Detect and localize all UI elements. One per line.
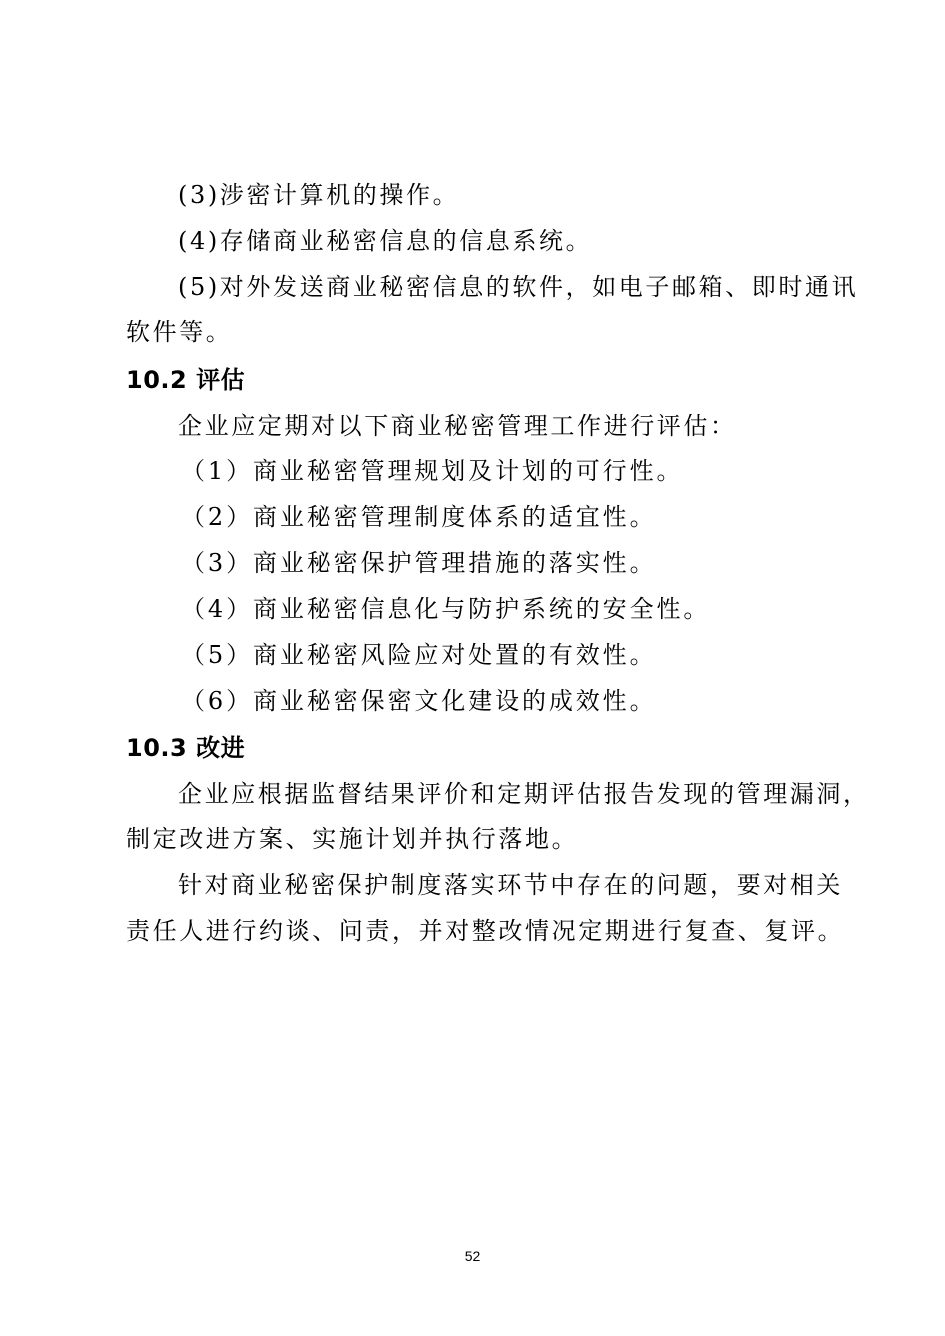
evaluation-item-2: （2）商业秘密管理制度体系的适宜性。 bbox=[181, 503, 657, 531]
section-heading-10-2: 10.2 评估 bbox=[126, 366, 246, 394]
evaluation-item-1: （1）商业秘密管理规划及计划的可行性。 bbox=[181, 457, 684, 485]
improvement-paragraph-1-line-1: 企业应根据监督结果评价和定期评估报告发现的管理漏洞， bbox=[178, 780, 870, 808]
page-number: 52 bbox=[464, 1248, 481, 1264]
section-10-2-intro: 企业应定期对以下商业秘密管理工作进行评估： bbox=[178, 412, 737, 440]
list-item-4: (4)存储商业秘密信息的信息系统。 bbox=[178, 227, 593, 255]
improvement-paragraph-2-line-2: 责任人进行约谈、问责，并对整改情况定期进行复查、复评。 bbox=[126, 917, 845, 945]
improvement-paragraph-2-line-1: 针对商业秘密保护制度落实环节中存在的问题，要对相关 bbox=[178, 871, 843, 899]
list-item-3: (3)涉密计算机的操作。 bbox=[178, 181, 460, 209]
section-heading-10-3: 10.3 改进 bbox=[126, 734, 246, 762]
list-item-5: (5)对外发送商业秘密信息的软件，如电子邮箱、即时通讯 bbox=[178, 273, 859, 301]
list-item-5-continuation: 软件等。 bbox=[126, 318, 233, 346]
improvement-paragraph-1-line-2: 制定改进方案、实施计划并执行落地。 bbox=[126, 825, 579, 853]
evaluation-item-5: （5）商业秘密风险应对处置的有效性。 bbox=[181, 641, 657, 669]
evaluation-item-6: （6）商业秘密保密文化建设的成效性。 bbox=[181, 687, 657, 715]
evaluation-item-4: （4）商业秘密信息化与防护系统的安全性。 bbox=[181, 595, 711, 623]
evaluation-item-3: （3）商业秘密保护管理措施的落实性。 bbox=[181, 549, 657, 577]
